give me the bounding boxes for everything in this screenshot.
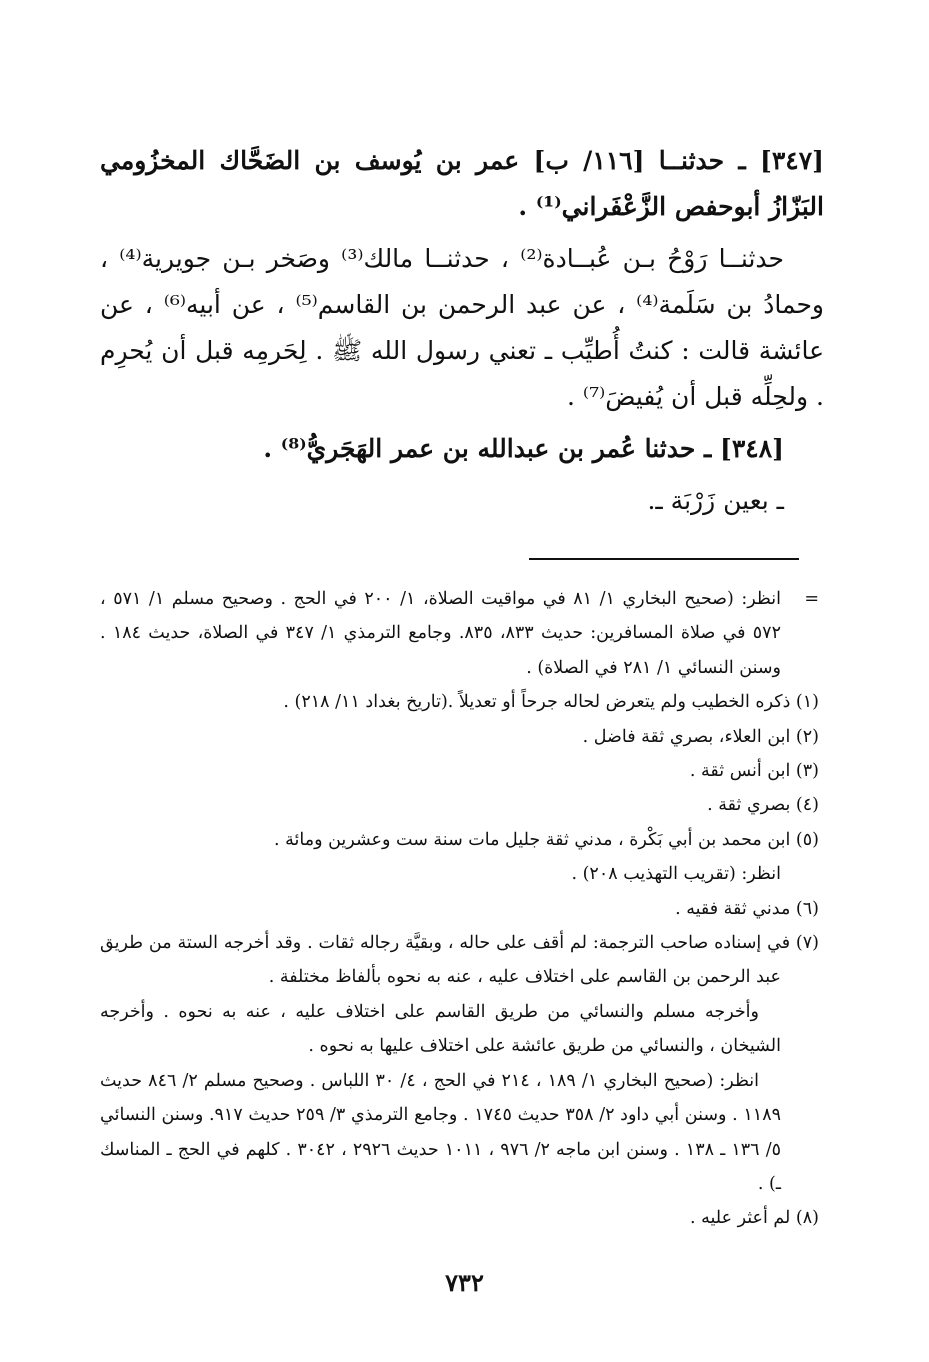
- footnote-continued-text: انظر: (صحيح البخاري ١/ ٨١ في مواقيت الصلاة، ١/ ٢٠٠ في الحج . وصحيح مسلم ١/ ٥٧١ ، ٥٧٢ في صلاة المسافرين: حديث ٨٣٣، ٨٣٥. وجامع الترمذي ١/ ٣٤٧ في الصلاة، حديث ١٨٤ . وسنن النسائي ١/ ٢٨١ في الصلاة) .: [100, 589, 781, 678]
- hadith-348-heading: [٣٤٨] ـ حدثنا عُمر بن عبدالله بن عمر الهَجَريُّ⁽⁸⁾ .: [263, 434, 784, 463]
- footnote-7-continued: وأخرجه مسلم والنسائي من طريق القاسم على اختلاف عليه ، عنه به نحوه . وأخرجه الشيخان ، والنسائي من طريق عائشة على اختلاف عليها به نحوه .: [100, 1001, 781, 1057]
- continuation-marker: =: [804, 589, 819, 609]
- page-number: ٧٣٢: [445, 1268, 484, 1297]
- main-text: [100, 138, 824, 524]
- hadith-348-location: ـ بعين زَرْبَة ـ.: [647, 486, 784, 515]
- footnotes: [100, 582, 819, 1236]
- hadith-347-heading: [٣٤٧] ـ حدثنــا [١١٦/ ب] عمر بن يُوسف بن الضَحَّاك المخزُومي البَزّازُ أبوحفص الزَّعْفَراني⁽¹⁾ .: [100, 146, 825, 221]
- footnote-continued: [100, 582, 819, 685]
- footnote-4: (٤) بصري ثقة .: [707, 795, 819, 816]
- footnote-5: (٥) ابن محمد بن أبي بَكْرة ، مدني ثقة جليل مات سنة ست وعشرين ومائة .: [274, 829, 819, 850]
- footnote-7: (٧) في إسناده صاحب الترجمة: لم أقف على حاله ، وبقيَّة رجاله ثقات . وقد أخرجه الستة من طريق عبد الرحمن بن القاسم على اختلاف عليه ، عنه به نحوه بألفاظ مختلفة .: [100, 933, 819, 988]
- hadith-347-text: حدثنــا رَوْحُ بـن عُبــادة⁽²⁾ ، حدثنــا مالك⁽³⁾ وصَخر بـن جويرية⁽⁴⁾ ، وحمادُ بن سَلَمة⁽⁴⁾ ، عن عبد الرحمن بن القاسم⁽⁵⁾ ، عن أبيه⁽⁶⁾ ، عن عائشة قالت : كنتُ أُطيِّب ـ تعني رسول الله ﷺ . لِحَرمِه قبل أن يُحرِم . ولحِلِّه قبل أن يُفيضَ⁽⁷⁾ .: [100, 244, 824, 411]
- footnote-3: (٣) ابن أنس ثقة .: [689, 761, 819, 782]
- footnote-5-reference: انظر: (تقريب التهذيب ٢٠٨) .: [571, 864, 781, 885]
- footnote-1: (١) ذكره الخطيب ولم يتعرض لحاله جرحاً أو تعديلاً .(تاريخ بغداد ١١/ ٢١٨) .: [283, 692, 819, 713]
- footnote-8: (٨) لم أعثر عليه .: [690, 1208, 819, 1229]
- footnote-2: (٢) ابن العلاء، بصري ثقة فاضل .: [582, 726, 819, 747]
- footnote-separator: [529, 558, 799, 560]
- footnote-6: (٦) مدني ثقة فقيه .: [675, 898, 819, 919]
- footnote-7-reference: انظر: (صحيح البخاري ١/ ١٨٩ ، ٢١٤ في الحج ، ٤/ ٣٠ اللباس . وصحيح مسلم ٢/ ٨٤٦ حديث ١١٨٩ . وسنن أبي داود ٢/ ٣٥٨ حديث ١٧٤٥ . وجامع الترمذي ٣/ ٢٥٩ حديث ٩١٧. وسنن النسائي ٥/ ١٣٦ ـ ١٣٨ . وسنن ابن ماجه ٢/ ٩٧٦ ، ١٠١١ حديث ٢٩٢٦ ، ٣٠٤٢ . كلهم في الحج ـ المناسك ـ) .: [100, 1070, 782, 1194]
